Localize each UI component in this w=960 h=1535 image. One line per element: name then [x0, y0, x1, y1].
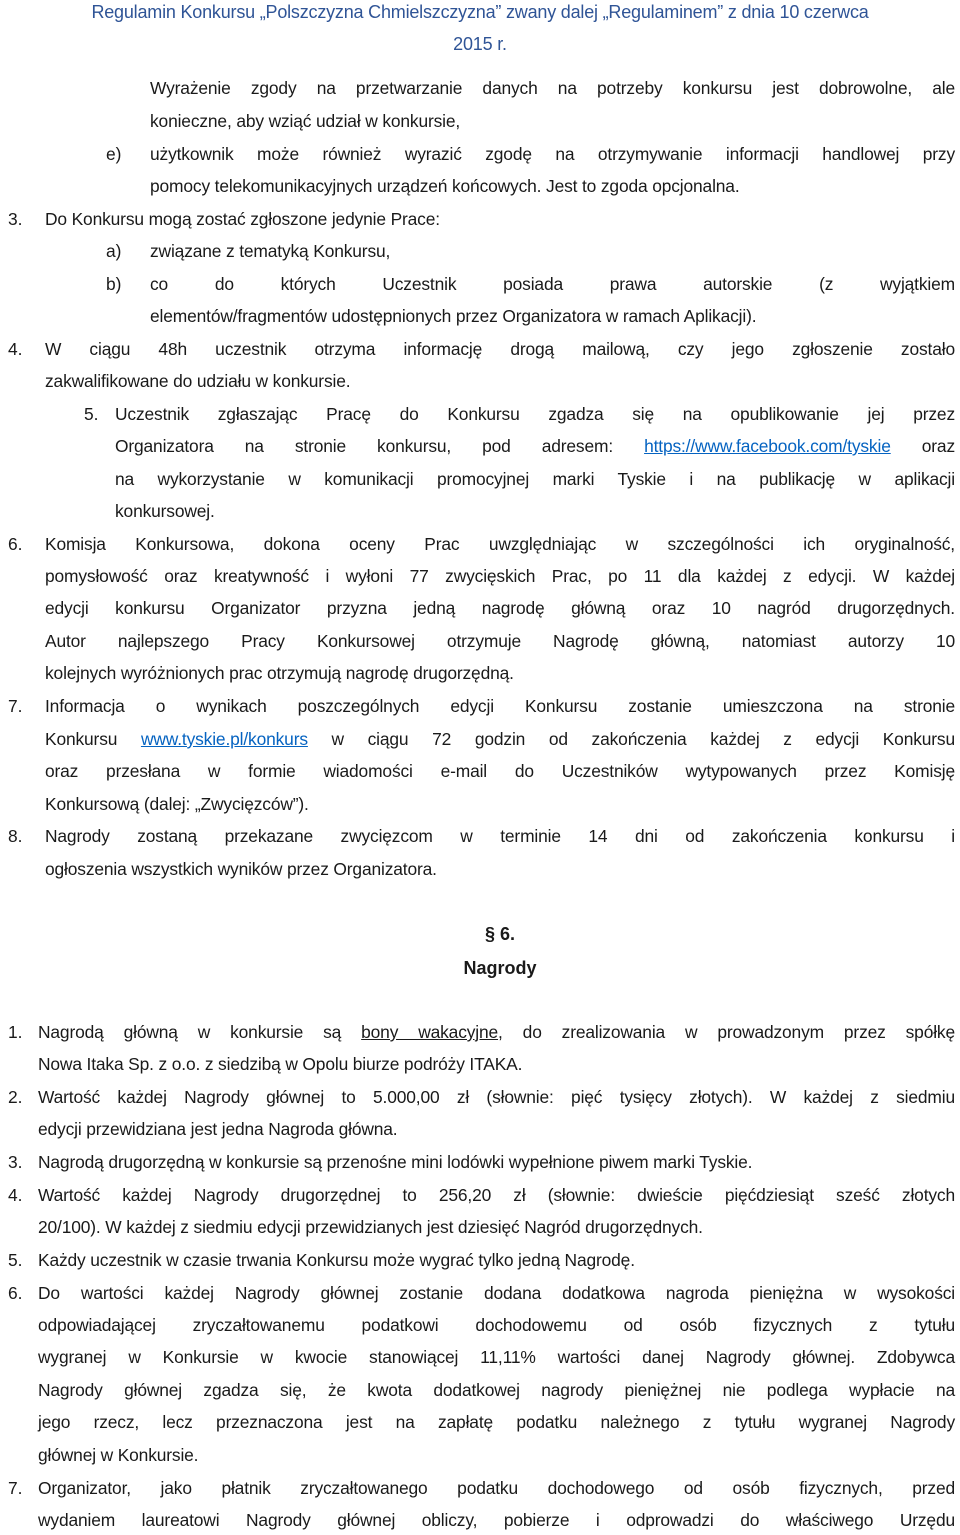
- paragraph-7-line-2: [45, 726, 955, 752]
- section-number-text: § 6.: [484, 924, 516, 944]
- prize-4-number: 4.: [8, 1185, 23, 1205]
- paragraph-7-line-1: Informacja o wynikach poszczególnych edycji Konkursu zostanie umieszczona na stronie: [45, 696, 955, 716]
- paragraph-6-line-3: edycji konkursu Organizator przyzna jedną nagrodę główną oraz 10 nagród drugorzędnych.: [45, 598, 955, 618]
- paragraph-8-line-2: ogłoszenia wszystkich wyników przez Organizatora.: [45, 859, 437, 879]
- prize-2-number: 2.: [8, 1087, 23, 1107]
- prize-1-line-1-text: Nagrodą główną w konkursie są: [38, 1022, 362, 1042]
- prize-6-line-6: głównej w Konkursie.: [38, 1445, 199, 1465]
- section-number: [0, 921, 960, 947]
- paragraph-5-number: 5.: [84, 404, 99, 424]
- paragraph-5-line-1: Uczestnik zgłaszając Pracę do Konkursu zgadza się na opublikowanie jej przez: [115, 404, 955, 424]
- paragraph-7-line-2-tail: w ciągu 72 godzin od zakończenia każdej z edycji Konkursu: [307, 729, 955, 749]
- paragraph-6-line-1: Komisja Konkursowa, dokona oceny Prac uwzględniając w szczególności ich oryginalność,: [45, 534, 955, 554]
- paragraph-3-line-1: Do Konkursu mogą zostać zgłoszone jedynie Prace:: [45, 209, 440, 229]
- prize-1-line-1: [38, 1019, 955, 1045]
- paragraph-4-line-1: W ciągu 48h uczestnik otrzyma informację drogą mailową, czy jego zgłoszenie zostało: [45, 339, 955, 359]
- paragraph-8-line-1: Nagrody zostaną przekazane zwycięzcom w terminie 14 dni od zakończenia konkursu i: [45, 826, 955, 846]
- prize-5-number: 5.: [8, 1250, 23, 1270]
- prize-1-number: 1.: [8, 1022, 23, 1042]
- paragraph-5-line-2-text: Organizatora na stronie konkursu, pod adresem:: [115, 436, 645, 456]
- paragraph-8-number: 8.: [8, 826, 23, 846]
- paragraph-4-number: 4.: [8, 339, 23, 359]
- prize-6-line-2: odpowiadającej zryczałtowanemu podatkowi dochodowemu od osób fizycznych z tytułu: [38, 1315, 955, 1335]
- prize-6-number: 6.: [8, 1283, 23, 1303]
- prize-3-line-1: Nagrodą drugorzędną w konkursie są przenośne mini lodówki wypełnione piwem marki Tyskie.: [38, 1152, 753, 1172]
- prize-5-line-1: Każdy uczestnik w czasie trwania Konkursu może wygrać tylko jedną Nagrodę.: [38, 1250, 635, 1270]
- bony-wakacyjne-term: bony wakacyjne: [361, 1022, 499, 1042]
- prize-6-line-5: jego rzecz, lecz przeznaczona jest na zapłatę podatku należnego z tytułu wygranej Nagrody: [38, 1412, 955, 1432]
- prize-3-number: 3.: [8, 1152, 23, 1172]
- item-e-line-1: użytkownik może również wyrazić zgodę na otrzymywanie informacji handlowej przy: [150, 144, 955, 164]
- prize-6-line-4: Nagrody głównej zgadza się, że kwota dodatkowej nagrody pieniężnej nie podlega wypłacie na: [38, 1380, 955, 1400]
- paragraph-5-line-2: [115, 433, 955, 459]
- consent-line-1: Wyrażenie zgody na przetwarzanie danych na potrzeby konkursu jest dobrowolne, ale: [150, 78, 955, 98]
- paragraph-6-number: 6.: [8, 534, 23, 554]
- paragraph-6-line-2: pomysłowość oraz kreatywność i wyłoni 77 zwycięskich Prac, po 11 dla każdej z edycji. W każdej: [45, 566, 955, 586]
- prize-7-line-2: wydaniem laureatowi Nagrody głównej obliczy, pobierze i odprowadzi do właściwego Urzędu: [38, 1510, 955, 1530]
- paragraph-5-line-4: konkursowej.: [115, 501, 215, 521]
- paragraph-6-line-5: kolejnych wyróżnionych prac otrzymują nagrodę drugorzędną.: [45, 663, 514, 683]
- item-a-marker: a): [106, 241, 122, 261]
- consent-line-2: konieczne, aby wziąć udział w konkursie,: [150, 111, 461, 131]
- prize-7-number: 7.: [8, 1478, 23, 1498]
- paragraph-7-line-3: oraz przesłana w formie wiadomości e-mail do Uczestników wytypowanych przez Komisję: [45, 761, 955, 781]
- facebook-link[interactable]: https://www.facebook.com/tyskie: [644, 436, 891, 456]
- item-b-marker: b): [106, 274, 122, 294]
- section-title-text: Nagrody: [463, 958, 537, 978]
- paragraph-5-line-2-tail: oraz: [890, 436, 955, 456]
- section-title: [0, 955, 960, 981]
- prize-1-line-2: Nowa Itaka Sp. z o.o. z siedzibą w Opolu biurze podróży ITAKA.: [38, 1054, 523, 1074]
- tyskie-konkurs-link[interactable]: www.tyskie.pl/konkurs: [140, 729, 308, 749]
- item-e-line-2: pomocy telekomunikacyjnych urządzeń końcowych. Jest to zgoda opcjonalna.: [150, 176, 740, 196]
- item-e-marker: e): [106, 144, 122, 164]
- prize-2-line-2: edycji przewidziana jest jedna Nagroda główna.: [38, 1119, 398, 1139]
- paragraph-7-line-4: Konkursową (dalej: „Zwycięzców”).: [45, 794, 309, 814]
- paragraph-4-line-2: zakwalifikowane do udziału w konkursie.: [45, 371, 351, 391]
- item-a-text: związane z tematyką Konkursu,: [150, 241, 391, 261]
- prize-2-line-1: Wartość każdej Nagrody głównej to 5.000,00 zł (słownie: pięć tysięcy złotych). W każdej z siedmiu: [38, 1087, 955, 1107]
- paragraph-5-line-3: na wykorzystanie w komunikacji promocyjnej marki Tyskie i na publikację w aplikacji: [115, 469, 955, 489]
- prize-6-line-3: wygranej w Konkursie w kwocie stanowiącej 11,11% wartości danej Nagrody głównej. Zdobywca: [38, 1347, 955, 1367]
- prize-4-line-2: 20/100). W każdej z siedmiu edycji przewidzianych jest dziesięć Nagród drugorzędnych.: [38, 1217, 703, 1237]
- prize-6-line-1: Do wartości każdej Nagrody głównej zostanie dodana dodatkowa nagroda pieniężna w wysokości: [38, 1283, 955, 1303]
- document-header-line-1: Regulamin Konkursu „Polszczyzna Chmielszczyzna” zwany dalej „Regulaminem” z dnia 10 czerwca: [91, 2, 869, 22]
- prize-1-line-1-tail: , do zrealizowania w prowadzonym przez spółkę: [498, 1022, 955, 1042]
- paragraph-7-line-2-text: Konkursu: [45, 729, 141, 749]
- paragraph-7-number: 7.: [8, 696, 23, 716]
- paragraph-6-line-4: Autor najlepszego Pracy Konkursowej otrzymuje Nagrodę główną, natomiast autorzy 10: [45, 631, 955, 651]
- document-header-line-2: 2015 r.: [453, 34, 507, 54]
- item-b-line-1: co do których Uczestnik posiada prawa autorskie (z wyjątkiem: [150, 274, 955, 294]
- paragraph-3-number: 3.: [8, 209, 23, 229]
- prize-7-line-1: Organizator, jako płatnik zryczałtowanego podatku dochodowego od osób fizycznych, przed: [38, 1478, 955, 1498]
- item-b-line-2: elementów/fragmentów udostępnionych przez Organizatora w ramach Aplikacji).: [150, 306, 757, 326]
- prize-4-line-1: Wartość każdej Nagrody drugorzędnej to 256,20 zł (słownie: dwieście pięćdziesiąt sześć złotych: [38, 1185, 955, 1205]
